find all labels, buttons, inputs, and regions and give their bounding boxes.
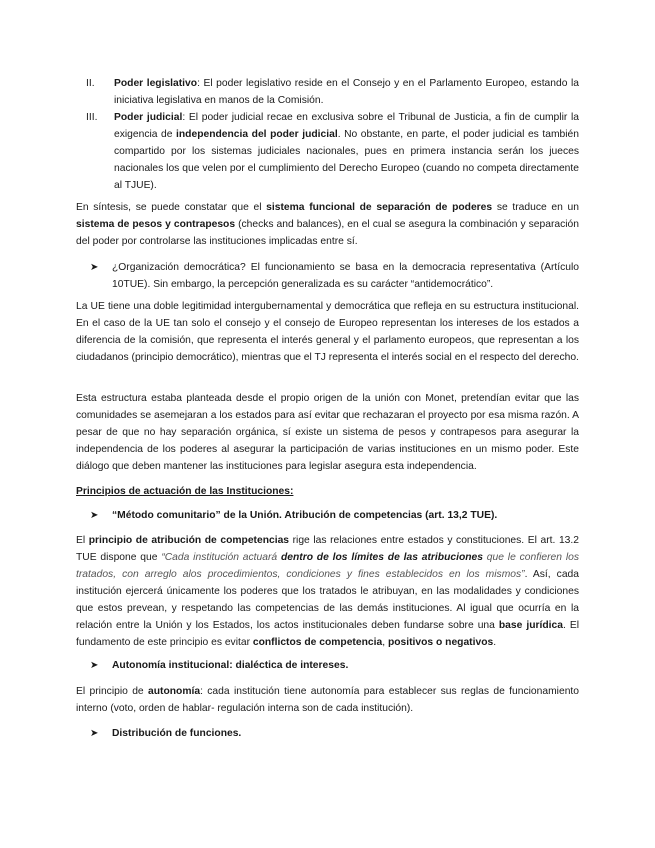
arrow-bullet-icon: ➤ <box>90 728 99 739</box>
bullet-community-method <box>90 507 579 524</box>
paragraph-legitimacy: La UE tiene una doble legitimidad intergubernamental y democrática que refleja en su estructura institucional. En el caso de la UE tan solo el consejo y el consejo de Europeo representan los intereses de los estados a diferencia de la comisión, que representa el interés general y el parlamento europeos, que representan a los ciudadanos (principio democrático), mientras que el TJ representa el interés social en el respecto del derecho. <box>76 301 579 363</box>
list-item-legislative <box>76 75 579 109</box>
bullet-distribution <box>90 725 579 742</box>
list-item-text: Poder judicial: El poder judicial recae en exclusiva sobre el Tribunal de Justicia, a fin de cumplir la exigencia de independencia del poder judicial. No obstante, en parte, el poder judicial es también compartido por los sistemas judiciales nacionales, pues en primera instancia serán los jueces nacionales los que velen por el cumplimiento del Derecho Europeo (cuando no competa directamente al TJUE). <box>114 112 579 191</box>
list-number: II. <box>86 78 95 89</box>
bullet-autonomy <box>90 657 579 674</box>
judicial-label: Poder judicial <box>114 112 183 123</box>
legislative-label: Poder legislativo <box>114 78 198 89</box>
section-heading: Principios de actuación de las Instituciones: <box>76 486 294 497</box>
paragraph-autonomy: El principio de autonomía: cada institución tiene autonomía para establecer sus reglas de funcionamiento interno (voto, orden de hablar- regulación interna son de cada institución). <box>76 686 580 714</box>
arrow-bullet-icon: ➤ <box>90 510 99 521</box>
bullet-text: Distribución de funciones. <box>112 728 242 739</box>
bullet-text: Autonomía institucional: dialéctica de intereses. <box>112 660 349 671</box>
list-item-text: Poder legislativo: El poder legislativo reside en el Consejo y en el Parlamento Europeo, estando la iniciativa legislativa en manos de la Comisión. <box>114 78 579 106</box>
list-number: III. <box>86 112 98 123</box>
paragraph-attribution: El principio de atribución de competencias rige las relaciones entre estados y constituciones. El art. 13.2 TUE dispone que “Cada institución actuará dentro de los límites de las atribuciones que le confieren los tratados, con arreglo alos procedimientos, condiciones y fines establecidos en los mismos”. Así, cada institución ejercerá únicamente los poderes que los tratados le atribuyan, en las modalidades y condiciones que estos prevean, y respetando las competencias de las demás instituciones. Al igual que ocurría en la relación entre la Unión y los Estados, los actos institucionales deben fundarse sobre una base jurídica. El fundamento de este principio es evitar conflictos de competencia, positivos o negativos. <box>76 535 579 648</box>
bullet-text: “Método comunitario” de la Unión. Atribución de competencias (art. 13,2 TUE). <box>112 510 498 521</box>
bullet-text: ¿Organización democrática? El funcionamiento se basa en la democracia representativa (Artículo 10TUE). Sin embargo, la percepción generalizada es su carácter “antidemocrático”. <box>112 262 579 290</box>
arrow-bullet-icon: ➤ <box>90 660 99 671</box>
paragraph-structure: Esta estructura estaba planteada desde el propio origen de la unión con Monet, pretendían evitar que las comunidades se asemejaran a los estados para así evitar que rechazaran el proyecto por esa misma razón. A pesar de que no hay separación orgánica, sí existe un sistema de pesos y contrapesos para asegurar la independencia de los poderes al asegurar la participación de varias instituciones en un mismo poder. Este diálogo que deben mantener las instituciones para legislar asegura esta independencia. <box>76 393 579 472</box>
list-item-judicial <box>76 109 579 194</box>
bullet-democratic-organization <box>90 259 579 293</box>
arrow-bullet-icon: ➤ <box>90 262 99 273</box>
paragraph-synthesis: En síntesis, se puede constatar que el sistema funcional de separación de poderes se traduce en un sistema de pesos y contrapesos (checks and balances), en el cual se asegura la combinación y separación del poder por controlarse las instituciones implicadas entre sí. <box>76 202 579 247</box>
